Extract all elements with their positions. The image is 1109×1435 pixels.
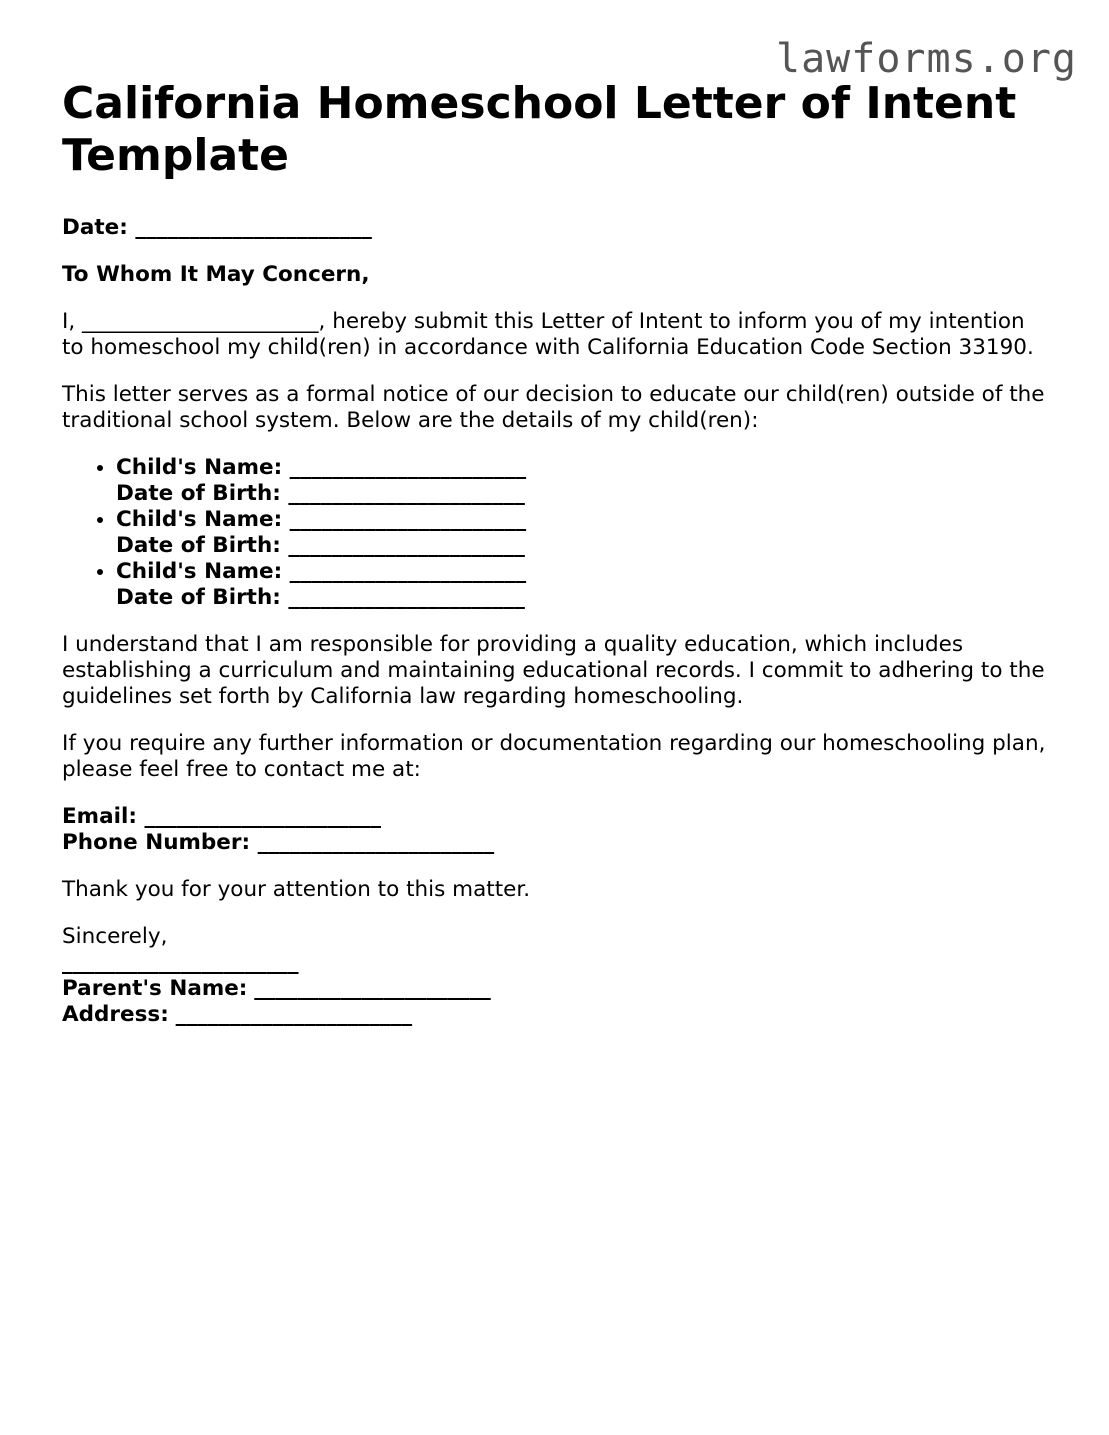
greeting: To Whom It May Concern,: [62, 262, 370, 287]
child-name-blank[interactable]: ______________________: [289, 455, 527, 480]
child-dob-label: Date of Birth:: [116, 585, 281, 610]
children-list: [62, 455, 1052, 611]
child-name-label: Child's Name:: [116, 559, 283, 584]
phone-blank[interactable]: ______________________: [257, 830, 495, 855]
closing-block: [62, 924, 1052, 1028]
responsibility-paragraph: I understand that I am responsible for providing a quality education, which includes establishing a curriculum and maintaining educational records. I commit to adhering to the guidelines set forth by California law regarding homeschooling.: [62, 632, 1045, 709]
page-title: California Homeschool Letter of Intent Template: [62, 78, 1017, 181]
child-name-label: Child's Name:: [116, 455, 283, 480]
watermark-logo: lawforms.org: [776, 36, 1077, 82]
list-item: [116, 507, 1052, 559]
address-blank[interactable]: ______________________: [175, 1002, 413, 1027]
thanks-line: Thank you for your attention to this matter.: [62, 877, 531, 902]
date-line: [62, 215, 1052, 241]
date-label: Date:: [62, 215, 128, 240]
letter-document: [62, 78, 1052, 1028]
child-dob-blank[interactable]: ______________________: [288, 533, 525, 558]
child-name-blank[interactable]: ______________________: [289, 559, 527, 584]
notice-paragraph: This letter serves as a formal notice of our decision to educate our child(ren) outside of the traditional school system. Below are the details of my child(ren):: [62, 382, 1045, 433]
intent-paragraph: [62, 309, 1052, 361]
email-blank[interactable]: ______________________: [144, 804, 381, 829]
email-label: Email:: [62, 804, 137, 829]
child-dob-blank[interactable]: ______________________: [288, 481, 525, 506]
child-dob-label: Date of Birth:: [116, 533, 281, 558]
parent-name-label: Parent's Name:: [62, 976, 248, 1001]
child-name-blank[interactable]: ______________________: [289, 507, 527, 532]
signature-blank[interactable]: ______________________: [62, 950, 299, 975]
child-name-label: Child's Name:: [116, 507, 283, 532]
intent-prefix: I,: [62, 309, 76, 334]
date-blank[interactable]: ______________________: [135, 215, 372, 240]
sincerely-text: Sincerely,: [62, 924, 168, 949]
contact-request-paragraph: If you require any further information or documentation regarding our homeschooling plan, please feel free to contact me at:: [62, 731, 1046, 782]
child-dob-label: Date of Birth:: [116, 481, 281, 506]
list-item: [116, 559, 1052, 611]
contact-block: [62, 804, 1052, 856]
child-dob-blank[interactable]: ______________________: [288, 585, 525, 610]
list-item: [116, 455, 1052, 507]
address-label: Address:: [62, 1002, 169, 1027]
phone-label: Phone Number:: [62, 830, 251, 855]
parent-name-blank[interactable]: ______________________: [82, 309, 319, 334]
parent-signature-name-blank[interactable]: ______________________: [254, 976, 491, 1001]
intent-suffix: , hereby submit this Letter of Intent to inform you of my intention to homeschool my child(ren) in accordance with California Education Code Section 33190.: [62, 309, 1034, 360]
